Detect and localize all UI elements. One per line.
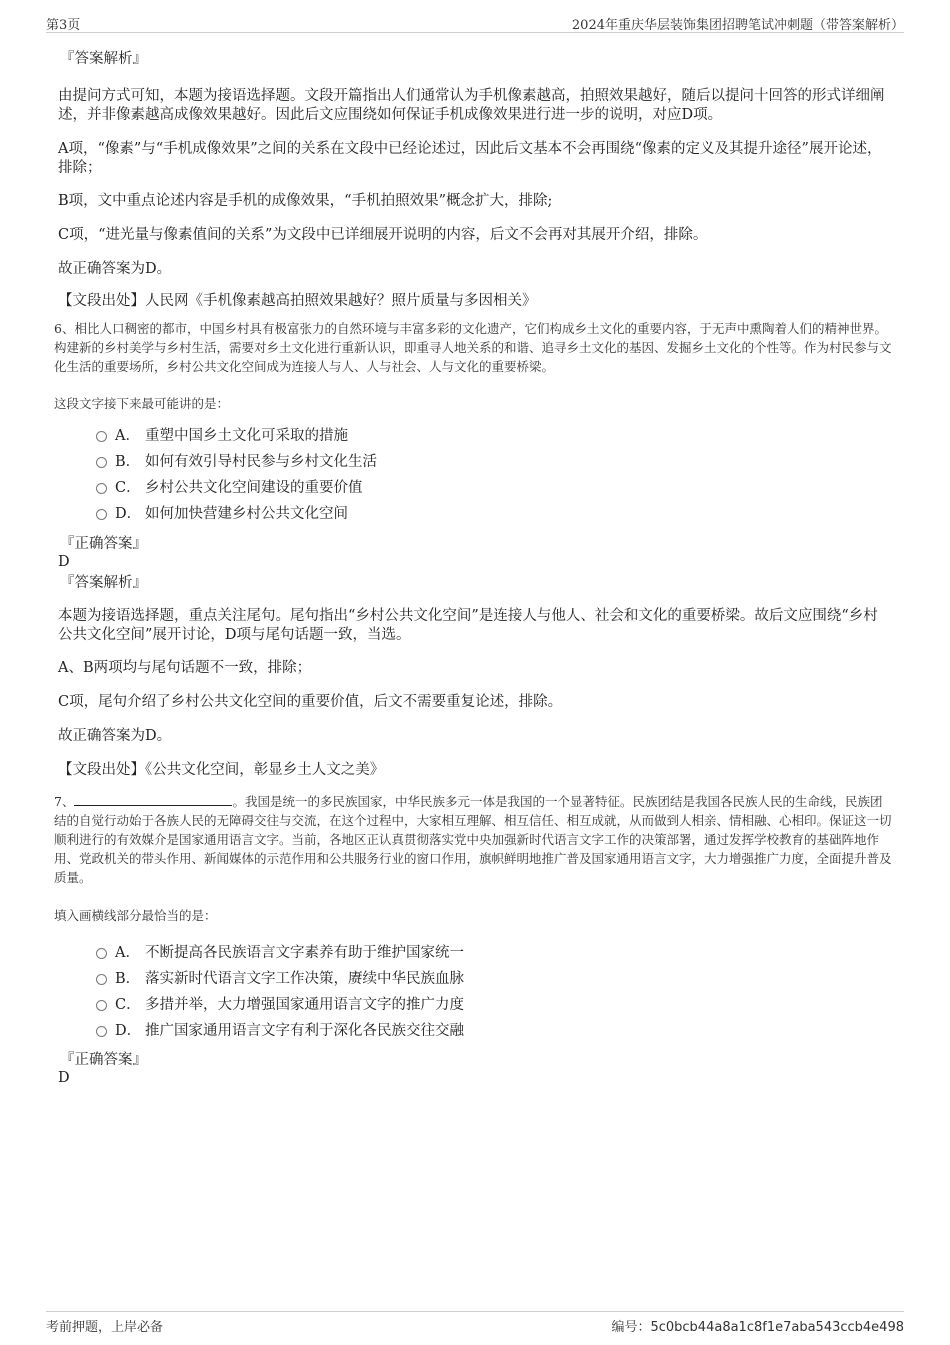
q6-answer: D: [58, 554, 70, 570]
q6-analysis-c: C项，尾句介绍了乡村公共文化空间的重要价值，后文不需要重复论述，排除。: [58, 694, 563, 710]
q7-option-c[interactable]: C． 多措并举，大力增强国家通用语言文字的推广力度: [96, 995, 464, 1015]
page-number: 第3页: [46, 18, 81, 33]
q6-analysis-paragraph: 本题为接语选择题，重点关注尾句。尾句指出“乡村公共文化空间”是连接人与他人、社会和文化的重要桥梁。故后文应围绕“乡村公共文化空间”展开讨论，D项与尾句话题一致，当选。: [58, 608, 878, 643]
q7-question-text: 7、 。我国是统一的多民族国家，中华民族多元一体是我国的一个显著特征。民族团结是我国各民族人民的生命线，民族团结的自觉行动始于各族人民的无障碍交往与交流，在这个过程中，大家相互理解、相互信任、相互成就，从而做到人相亲、情相融、心相印。保证这一切顺利进行的有效媒介是国家通用语言文字。当前，各地区正认真贯彻落实党中央加强新时代语言文字工作的决策部署，通过发挥学校教育的基础阵地作用、党政机关的带头作用、新闻媒体的示范作用和公共服务行业的窗口作用，旗帜鲜明地推广普及国家通用语言文字，大力增强推广力度，全面提升普及质量。: [54, 794, 892, 885]
q6-prompt: 这段文字接下来最可能讲的是：: [54, 396, 230, 411]
q7-prompt: 填入画横线部分最恰当的是：: [54, 908, 217, 923]
q7-answer-label: 『正确答案』: [60, 1052, 147, 1068]
q5-source: 【文段出处】人民网《手机像素越高拍照效果越好？照片质量与多因相关》: [58, 293, 537, 309]
q6-question-text: 6、相比人口稠密的都市，中国乡村具有极富张力的自然环境与丰富多彩的文化遗产，它们构成乡土文化的重要内容，于无声中熏陶着人们的精神世界。构建新的乡村美学与乡村生活，需要对乡土文化进行重新认识，即重寻人地关系的和谐、追寻乡土文化的基因、发掘乡土文化的个性等。作为村民参与文化生活的重要场所，乡村公共文化空间成为连接人与人、人与社会、人与文化的重要桥梁。: [54, 321, 892, 374]
page-header: [46, 12, 904, 33]
q7-answer: D: [58, 1070, 70, 1086]
fill-in-blank[interactable]: [74, 792, 232, 806]
q5-analysis-option-b: B项，文中重点论述内容是手机的成像效果，“手机拍照效果”概念扩大，排除;: [58, 193, 553, 209]
radio-icon[interactable]: [96, 509, 107, 520]
q5-analysis-option-c: C项，“进光量与像素值间的关系”为文段中已详细展开说明的内容，后文不会再对其展开介绍，排除。: [58, 227, 708, 243]
q7-option-d[interactable]: D． 推广国家通用语言文字有利于深化各民族交往交融: [96, 1021, 464, 1041]
radio-icon[interactable]: [96, 457, 107, 468]
q7-option-b[interactable]: B． 落实新时代语言文字工作决策，赓续中华民族血脉: [96, 969, 464, 989]
q6-option-b[interactable]: B． 如何有效引导村民参与乡村文化生活: [96, 452, 377, 472]
q6-analysis-label: 『答案解析』: [60, 575, 147, 591]
q6-analysis-ab: A、B两项均与尾句话题不一致，排除；: [58, 660, 312, 676]
q6-conclusion: 故正确答案为D。: [58, 728, 172, 744]
q5-analysis-option-a: A项，“像素”与“手机成像效果”之间的关系在文段中已经论述过，因此后文基本不会再围绕“像素的定义及其提升途径”展开论述，排除；: [58, 141, 882, 176]
document-code: 编号：5c0bcb44a8a1c8f1e7aba543ccb4e498: [611, 1320, 904, 1335]
document-title: 2024年重庆华层装饰集团招聘笔试冲刺题（带答案解析）: [571, 18, 904, 33]
radio-icon[interactable]: [96, 1000, 107, 1011]
q6-source: 【文段出处】《公共文化空间，彰显乡土人文之美》: [58, 762, 385, 778]
q5-analysis-paragraph: 由提问方式可知，本题为接语选择题。文段开篇指出人们通常认为手机像素越高，拍照效果越好，随后以提问十回答的形式详细阐述，并非像素越高成像效果越好。因此后文应围绕如何保证手机成像效果进行进一步的说明，对应D项。: [58, 88, 885, 123]
q7-number: 7、: [54, 794, 75, 809]
q6-answer-label: 『正确答案』: [60, 536, 147, 552]
q6-option-c[interactable]: C． 乡村公共文化空间建设的重要价值: [96, 478, 363, 498]
footer-slogan: 考前押题，上岸必备: [46, 1320, 164, 1335]
q6-option-a[interactable]: A． 重塑中国乡土文化可采取的措施: [96, 426, 348, 446]
q6-option-d[interactable]: D． 如何加快营建乡村公共文化空间: [96, 504, 348, 524]
radio-icon[interactable]: [96, 974, 107, 985]
q5-analysis-label: 『答案解析』: [60, 51, 147, 67]
radio-icon[interactable]: [96, 483, 107, 494]
q7-option-a[interactable]: A． 不断提高各民族语言文字素养有助于维护国家统一: [96, 943, 464, 963]
q5-conclusion: 故正确答案为D。: [58, 261, 172, 277]
radio-icon[interactable]: [96, 948, 107, 959]
radio-icon[interactable]: [96, 431, 107, 442]
radio-icon[interactable]: [96, 1026, 107, 1037]
page-footer: [46, 1311, 904, 1334]
